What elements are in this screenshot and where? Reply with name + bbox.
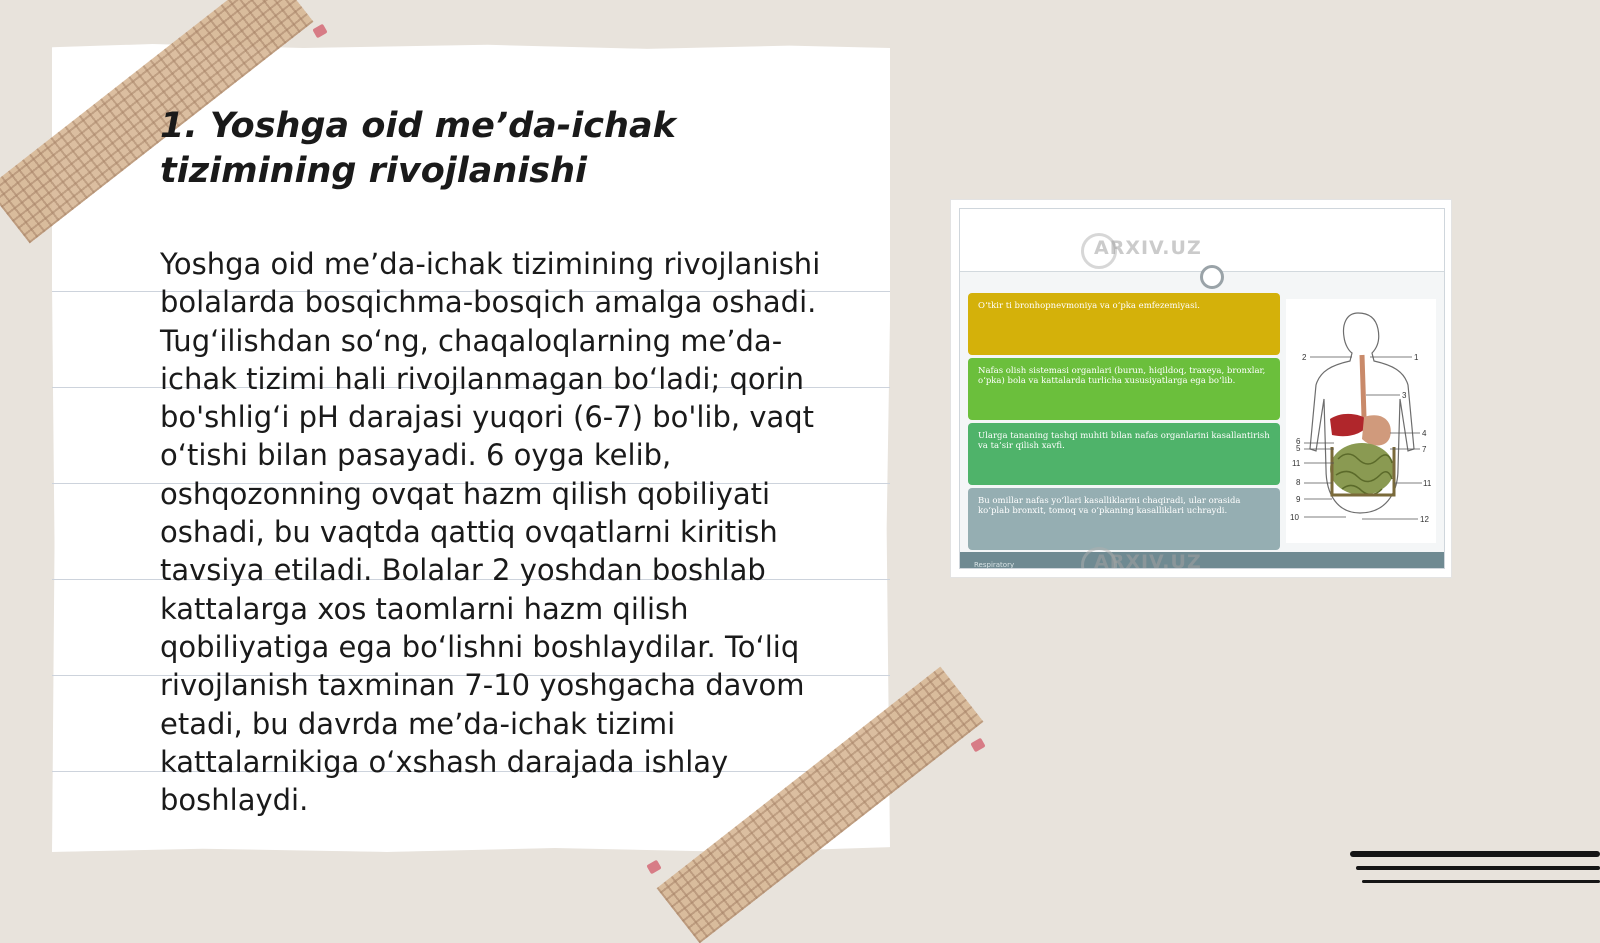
- label-9: 9: [1296, 495, 1301, 504]
- image-footer-text: Respiratory: [974, 561, 1015, 569]
- digestive-system-illustration: [1286, 299, 1436, 543]
- label-1: 1: [1414, 353, 1419, 362]
- slide-body-text: Yoshga oid me’da-ichak tizimining rivojlanishi bolalarda bosqichma-bosqich amalga oshadi. Tug‘ilishdan so‘ng, chaqaloqlarning me’da-ichak tizimi hali rivojlanmagan bo‘ladi; qorin bo'shlig‘i pH darajasi yuqori (6-7) bo'lib, vaqt o‘tishi bilan pasayadi. 6 oyga kelib, oshqozonning ovqat hazm qilish qobiliyati oshadi, bu vaqtda qattiq ovqatlarni kiritish tavsiya etiladi. Bolalar 2 yoshdan boshlab kattalarga xos taomlarni hazm qilish qobiliyatiga ega bo‘lishni boshlaydilar. To‘liq rivojlanish taxminan 7-10 yoshgacha davom etadi, bu davrda me’da-ichak tizimi kattalarnikiga o‘xshash darajada ishlay boshlaydi.: [160, 247, 821, 818]
- image-header: [960, 209, 1444, 272]
- label-6: 6: [1296, 437, 1301, 446]
- watermark-bottom: ARXIV.UZ: [1094, 551, 1202, 569]
- image-footer: [960, 552, 1444, 568]
- label-5: 5: [1296, 444, 1301, 453]
- tape-accent: [970, 738, 985, 753]
- decor-stripe: [1356, 866, 1600, 870]
- info-box-teal: Ularga tananing tashqi muhiti bilan nafas organlarini kasallantirish va ta’sir qilish xavfi.: [968, 423, 1280, 485]
- tape-accent: [646, 860, 661, 875]
- label-8: 8: [1296, 478, 1301, 487]
- label-4: 4: [1422, 429, 1427, 438]
- label-12: 12: [1420, 515, 1429, 524]
- watermark-top: ARXIV.UZ: [1094, 237, 1202, 259]
- label-3: 3: [1402, 391, 1407, 400]
- info-box-green: Nafas olish sistemasi organlari (burun, hiqildoq, traxeya, bronxlar, o‘pka) bola va kattalarda turlicha xususiyatlarga ega bo‘lib.: [968, 358, 1280, 420]
- label-11-left: 11: [1292, 459, 1301, 468]
- slide-title: 1. Yoshga oid me’da-ichak tizimining rivojlanishi: [160, 106, 676, 191]
- tape-accent: [312, 24, 327, 39]
- label-7: 7: [1422, 445, 1427, 454]
- decor-stripe: [1350, 851, 1600, 857]
- circle-icon: [1200, 265, 1224, 289]
- slide-image: [950, 199, 1452, 578]
- info-box-grey: Bu omillar nafas yo‘llari kasalliklarini chaqiradi, ular orasida ko‘plab bronxit, tomoq va o‘pkaning kasalliklari uchraydi.: [968, 488, 1280, 550]
- slide-image-inner: [959, 208, 1445, 569]
- label-11-right: 11: [1423, 479, 1432, 488]
- label-10: 10: [1290, 513, 1299, 522]
- info-box-yellow: O‘tkir ti bronhopnevmoniya va o‘pka emfezemiyasi.: [968, 293, 1280, 355]
- label-2: 2: [1302, 353, 1307, 362]
- decor-stripe: [1362, 880, 1600, 883]
